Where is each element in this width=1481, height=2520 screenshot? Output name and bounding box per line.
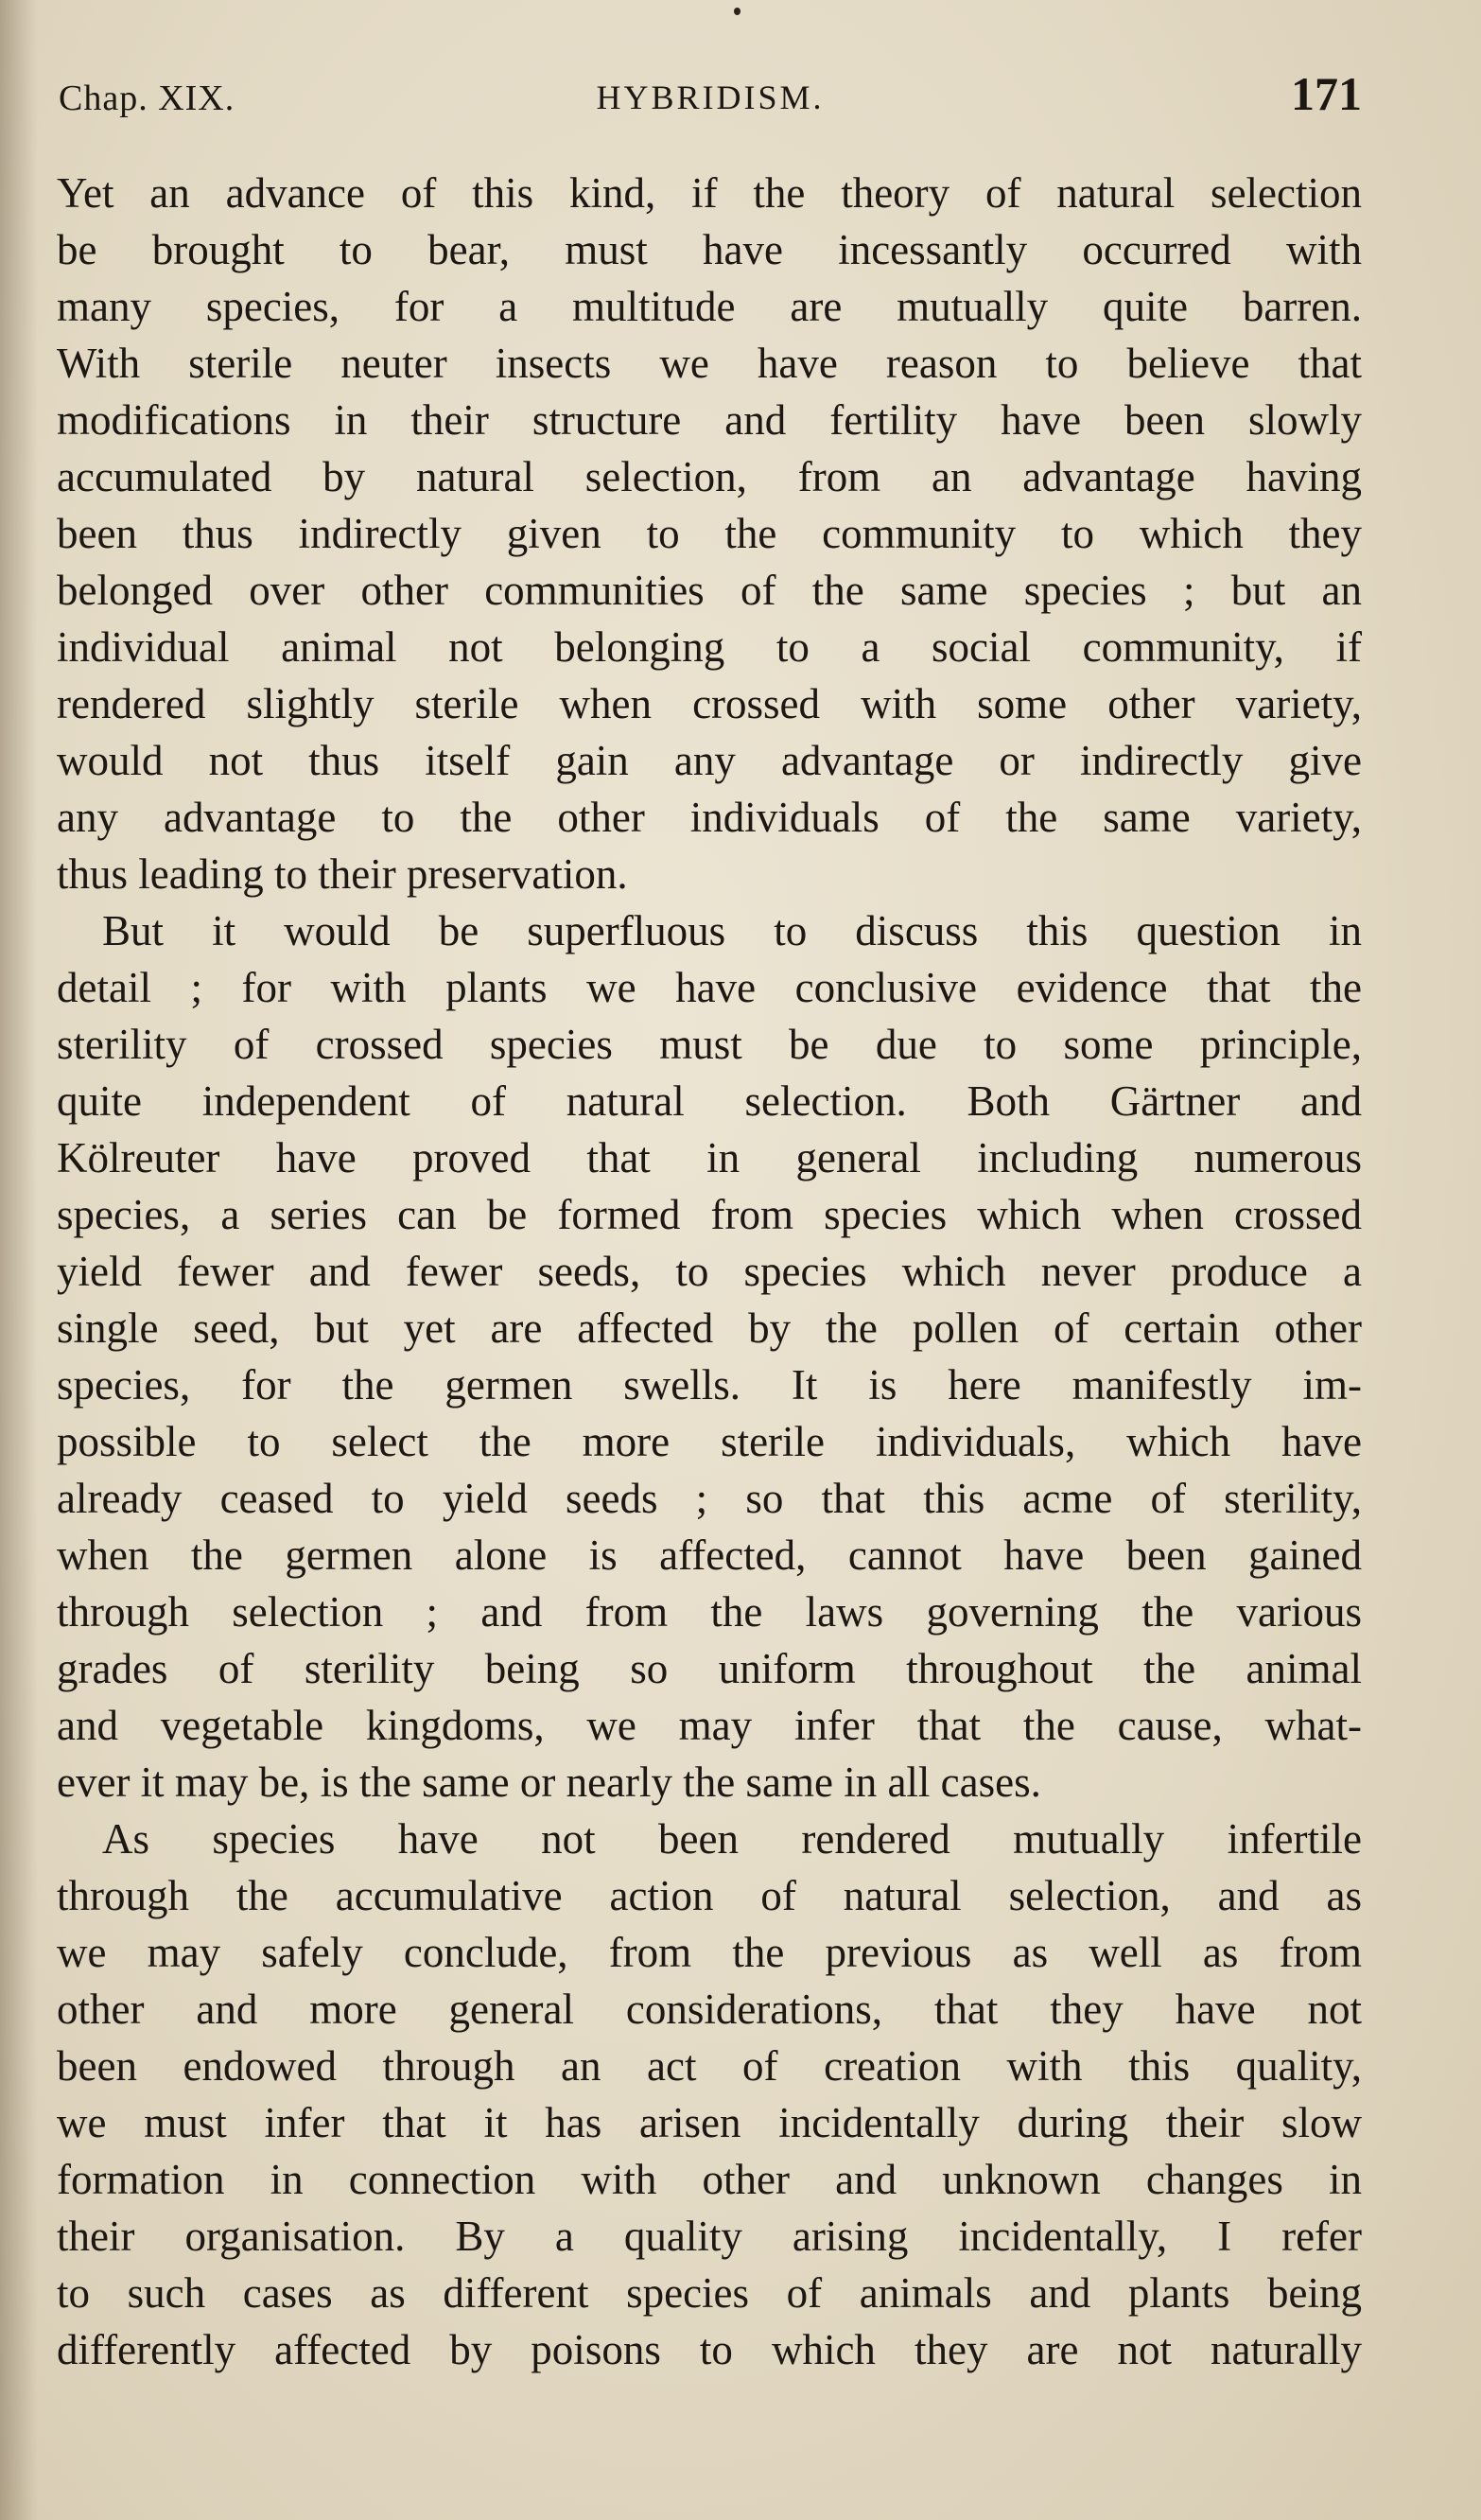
text-line: species, a series can be formed from species which when crossed xyxy=(57,1191,1362,1238)
text-line: been endowed through an act of creation with this quality, xyxy=(57,2042,1362,2090)
text-line: thus leading to their preservation. xyxy=(57,850,628,898)
text-line: when the germen alone is affected, cannot have been gained xyxy=(57,1531,1362,1579)
paragraph-2 xyxy=(57,902,1362,1811)
text-line: and vegetable kingdoms, we may infer that the cause, what- xyxy=(57,1702,1362,1749)
text-line: been thus indirectly given to the community to which they xyxy=(57,510,1362,557)
text-line: belonged over other communities of the same species ; but an xyxy=(57,567,1362,614)
text-line: their organisation. By a quality arising incidentally, I refer xyxy=(57,2213,1362,2260)
text-line: accumulated by natural selection, from an advantage having xyxy=(57,453,1362,500)
text-line: But it would be superfluous to discuss this question in xyxy=(102,907,1362,954)
text-line: be brought to bear, must have incessantly occurred with xyxy=(57,226,1362,273)
text-line: already ceased to yield seeds ; so that this acme of sterility, xyxy=(57,1475,1362,1522)
text-line: With sterile neuter insects we have reason to believe that xyxy=(57,340,1362,387)
text-line: would not thus itself gain any advantage or indirectly give xyxy=(57,737,1362,784)
text-line: grades of sterility being so uniform throughout the animal xyxy=(57,1645,1362,1692)
text-line: through the accumulative action of natural selection, and as xyxy=(57,1872,1362,1919)
text-line: differently affected by poisons to which they are not naturally xyxy=(57,2326,1362,2373)
text-line: any advantage to the other individuals of the same variety, xyxy=(57,794,1362,841)
ink-mark xyxy=(734,8,740,15)
text-line: As species have not been rendered mutually infertile xyxy=(102,1815,1362,1863)
text-line: sterility of crossed species must be due to some principle, xyxy=(57,1021,1362,1068)
text-line: Yet an advance of this kind, if the theory of natural selection xyxy=(57,169,1362,217)
text-line: many species, for a multitude are mutually quite barren. xyxy=(57,283,1362,330)
body-text xyxy=(57,165,1362,2378)
text-line: possible to select the more sterile individuals, which have xyxy=(57,1418,1362,1465)
chapter-label: Chap. XIX. xyxy=(59,79,235,118)
page-gutter-shadow xyxy=(0,0,38,2520)
text-line: detail ; for with plants we have conclusive evidence that the xyxy=(57,964,1362,1011)
paragraph-1 xyxy=(57,165,1362,902)
text-line: Kölreuter have proved that in general including numerous xyxy=(57,1134,1362,1181)
text-line: species, for the germen swells. It is here manifestly im- xyxy=(57,1361,1362,1409)
text-line: through selection ; and from the laws governing the various xyxy=(57,1588,1362,1636)
text-line: single seed, but yet are affected by the pollen of certain other xyxy=(57,1304,1362,1352)
running-title: HYBRIDISM. xyxy=(596,79,825,116)
text-line: yield fewer and fewer seeds, to species which never produce a xyxy=(57,1248,1362,1295)
running-header xyxy=(59,66,1362,123)
text-line: we must infer that it has arisen incidentally during their slow xyxy=(57,2099,1362,2146)
text-line: formation in connection with other and unknown changes in xyxy=(57,2156,1362,2203)
text-line: modifications in their structure and fertility have been slowly xyxy=(57,396,1362,444)
text-line: to such cases as different species of animals and plants being xyxy=(57,2269,1362,2317)
text-line: other and more general considerations, that they have not xyxy=(57,1986,1362,2033)
text-line: individual animal not belonging to a social community, if xyxy=(57,623,1362,671)
text-line: rendered slightly sterile when crossed with some other variety, xyxy=(57,680,1362,727)
text-line: quite independent of natural selection. Both Gärtner and xyxy=(57,1077,1362,1125)
text-line: we may safely conclude, from the previous as well as from xyxy=(57,1929,1362,1976)
paragraph-3 xyxy=(57,1811,1362,2378)
page-number: 171 xyxy=(1291,67,1362,120)
text-line: ever it may be, is the same or nearly the same in all cases. xyxy=(57,1759,1041,1806)
